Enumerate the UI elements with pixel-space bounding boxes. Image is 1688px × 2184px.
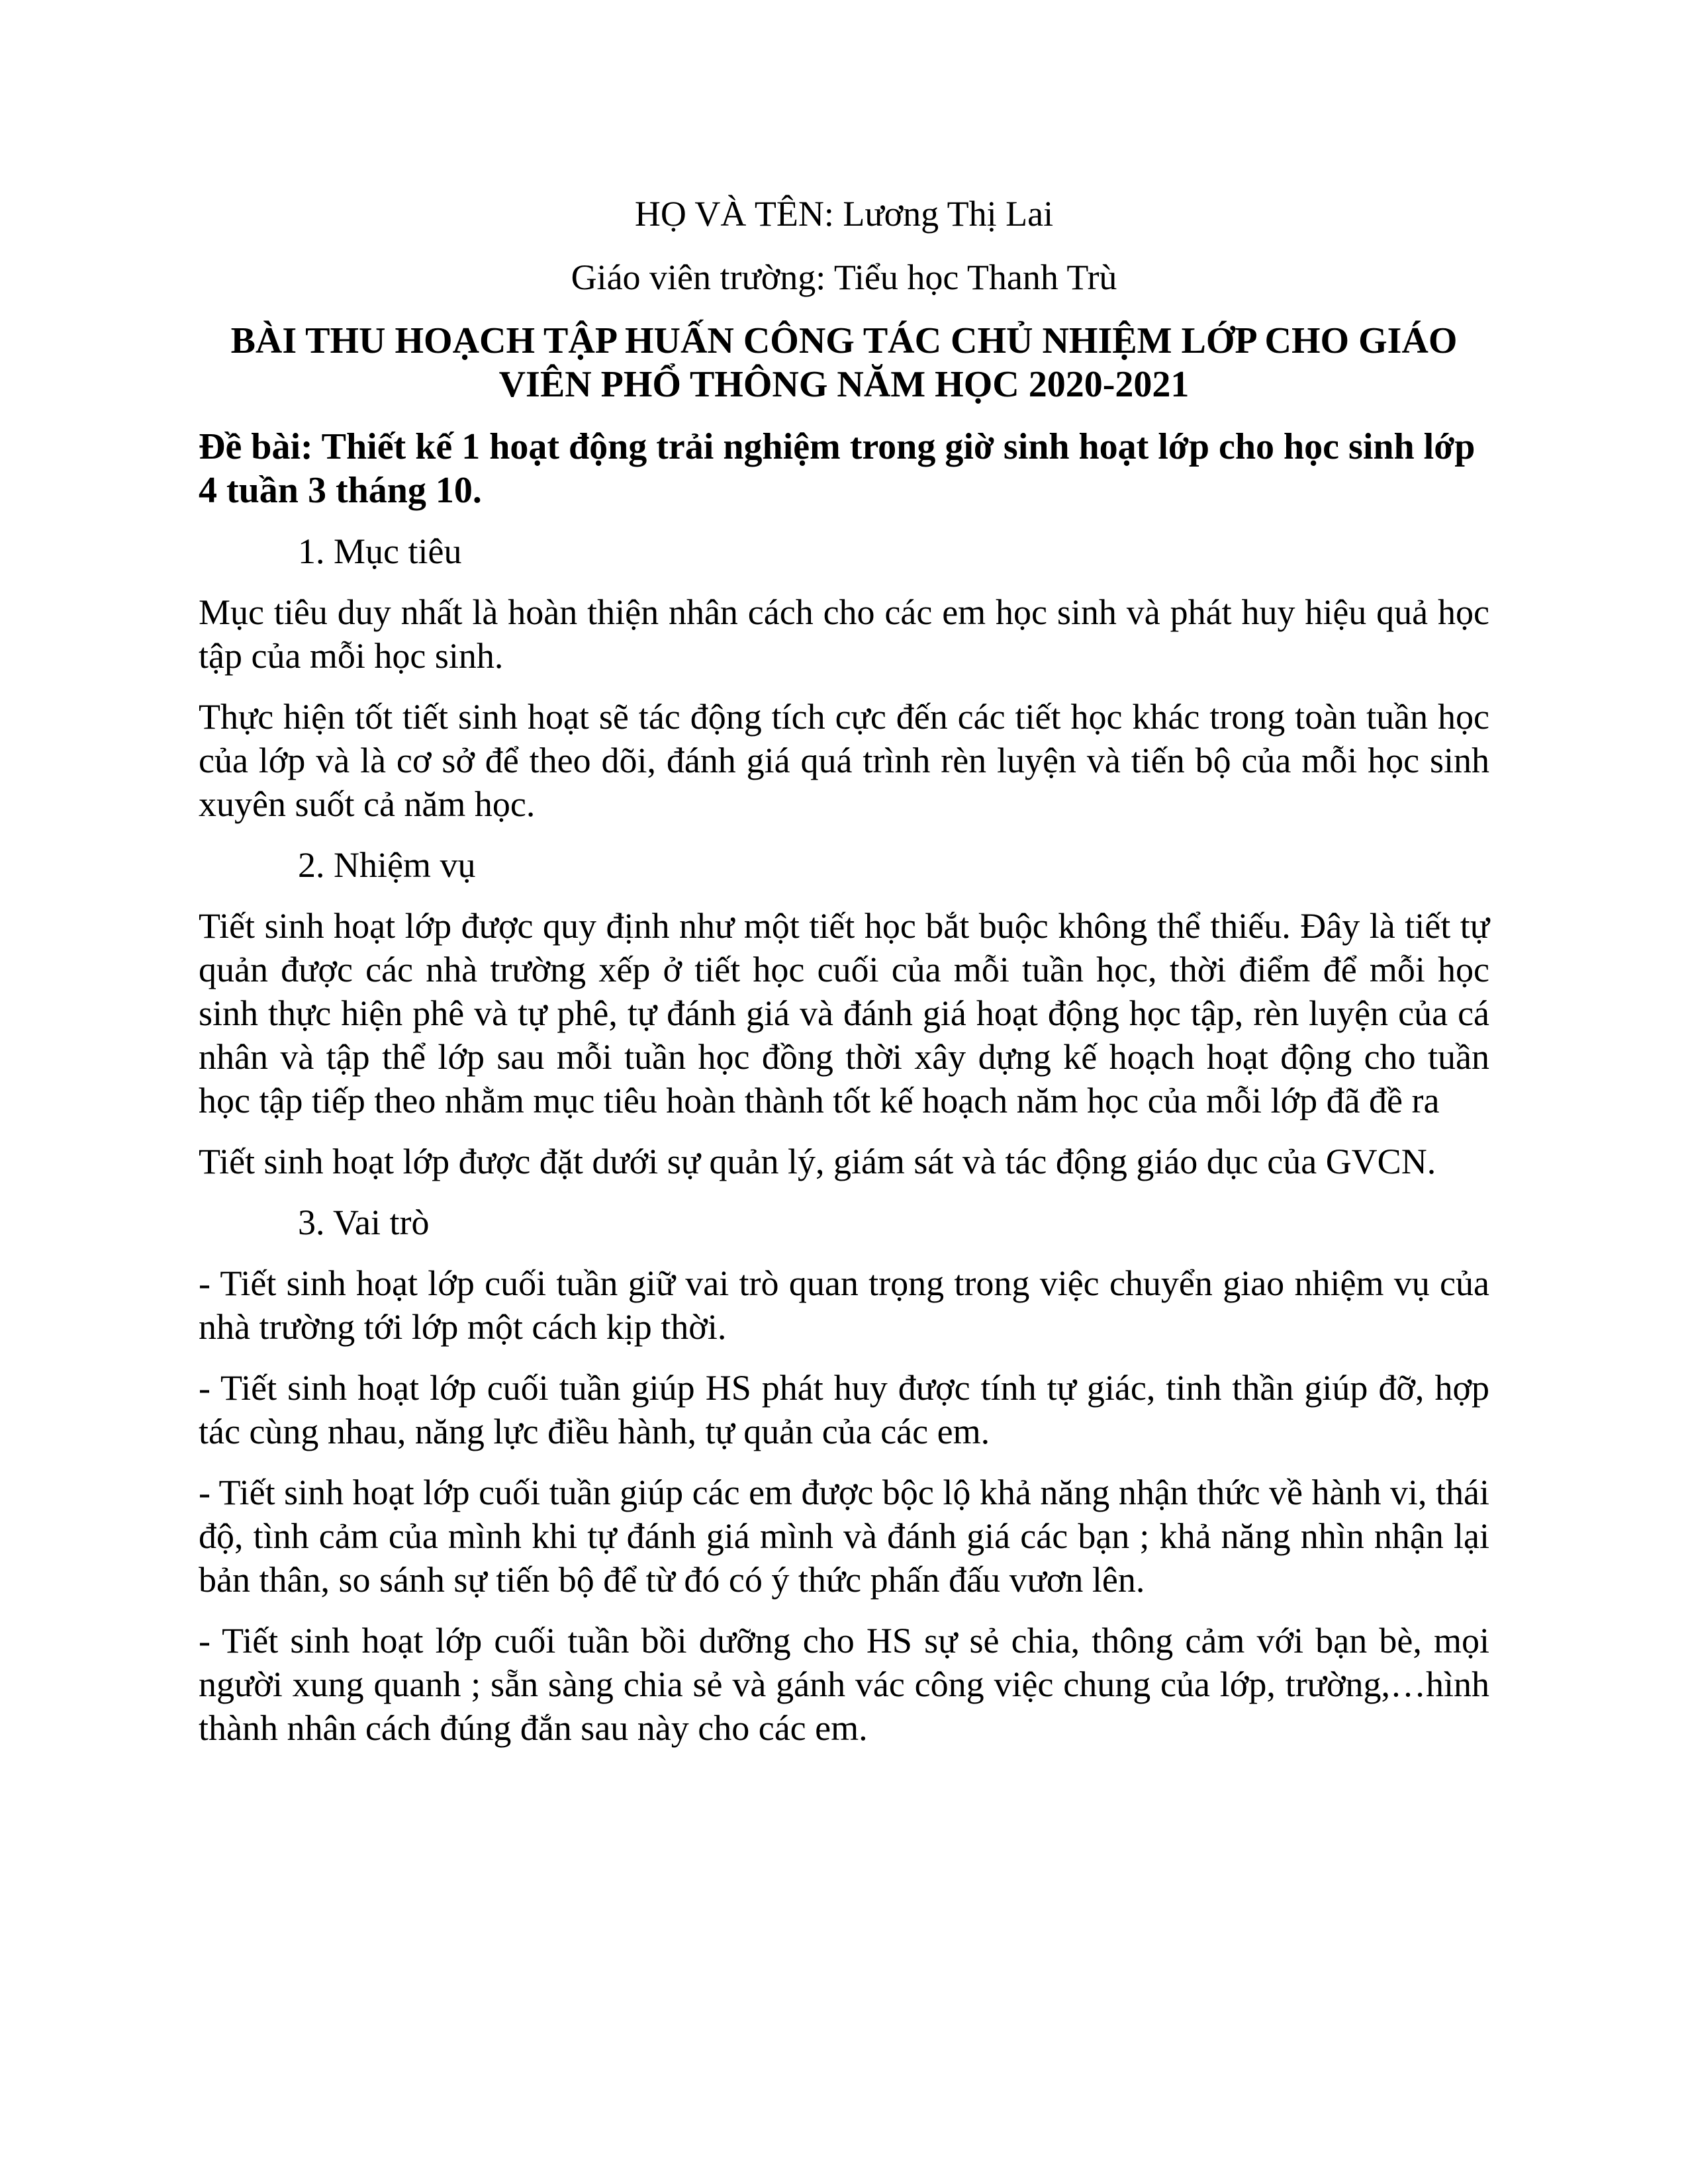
section-objectives [199, 529, 1489, 826]
bullet-paragraph: - Tiết sinh hoạt lớp cuối tuần bồi dưỡng cho HS sự sẻ chia, thông cảm với bạn bè, mọi người xung quanh ; sẵn sàng chia sẻ và gánh vác công việc chung của lớp, trường,…hình thành nhân cách đúng đắn sau này cho các em. [199, 1621, 1489, 1748]
paragraph: Tiết sinh hoạt lớp được quy định như một tiết học bắt buộc không thể thiếu. Đây là tiết tự quản được các nhà trường xếp ở tiết học cuối của mỗi tuần học, thời điểm để mỗi học sinh thực hiện phê và tự phê, tự đánh giá và đánh giá hoạt động học tập, rèn luyện của cá nhân và tập thể lớp sau mỗi tuần học đồng thời xây dựng kế hoạch hoạt động cho tuần học tập tiếp theo nhằm mục tiêu hoàn thành tốt kế hoạch năm học của mỗi lớp đã đề ra [199, 906, 1489, 1120]
section-tasks [199, 843, 1489, 1183]
assignment-prompt: Đề bài: Thiết kế 1 hoạt động trải nghiệm trong giờ sinh hoạt lớp cho học sinh lớp 4 tuần 3 tháng 10. [199, 426, 1476, 511]
bullet-paragraph: - Tiết sinh hoạt lớp cuối tuần giúp các em được bộc lộ khả năng nhận thức về hành vi, thái độ, tình cảm của mình khi tự đánh giá mình và đánh giá các bạn ; khả năng nhìn nhận lại bản thân, so sánh sự tiến bộ để từ đó có ý thức phấn đấu vươn lên. [199, 1473, 1489, 1600]
document-title: BÀI THU HOẠCH TẬP HUẤN CÔNG TÁC CHỦ NHIỆM LỚP CHO GIÁO VIÊN PHỔ THÔNG NĂM HỌC 2020-2021 [230, 320, 1458, 405]
section-heading: 2. Nhiệm vụ [298, 845, 476, 885]
bullet-paragraph: - Tiết sinh hoạt lớp cuối tuần giúp HS phát huy được tính tự giác, tinh thần giúp đỡ, hợp tác cùng nhau, năng lực điều hành, tự quản của các em. [199, 1368, 1489, 1451]
author-name-line: HỌ VÀ TÊN: Lương Thị Lai [634, 194, 1054, 234]
paragraph: Tiết sinh hoạt lớp được đặt dưới sự quản lý, giám sát và tác động giáo dục của GVCN. [199, 1142, 1436, 1181]
section-roles [199, 1201, 1489, 1750]
paragraph: Mục tiêu duy nhất là hoàn thiện nhân cách cho các em học sinh và phát huy hiệu quả học tập của mỗi học sinh. [199, 592, 1489, 676]
section-heading: 3. Vai trò [298, 1203, 430, 1242]
paragraph: Thực hiện tốt tiết sinh hoạt sẽ tác động tích cực đến các tiết học khác trong toàn tuần học của lớp và là cơ sở để theo dõi, đánh giá quá trình rèn luyện và tiến bộ của mỗi học sinh xuyên suốt cả năm học. [199, 697, 1489, 824]
bullet-paragraph: - Tiết sinh hoạt lớp cuối tuần giữ vai trò quan trọng trong việc chuyển giao nhiệm vụ của nhà trường tới lớp một cách kịp thời. [199, 1263, 1489, 1347]
school-line: Giáo viên trường: Tiểu học Thanh Trù [571, 257, 1117, 297]
document-page [199, 192, 1489, 1767]
section-heading: 1. Mục tiêu [298, 531, 462, 571]
